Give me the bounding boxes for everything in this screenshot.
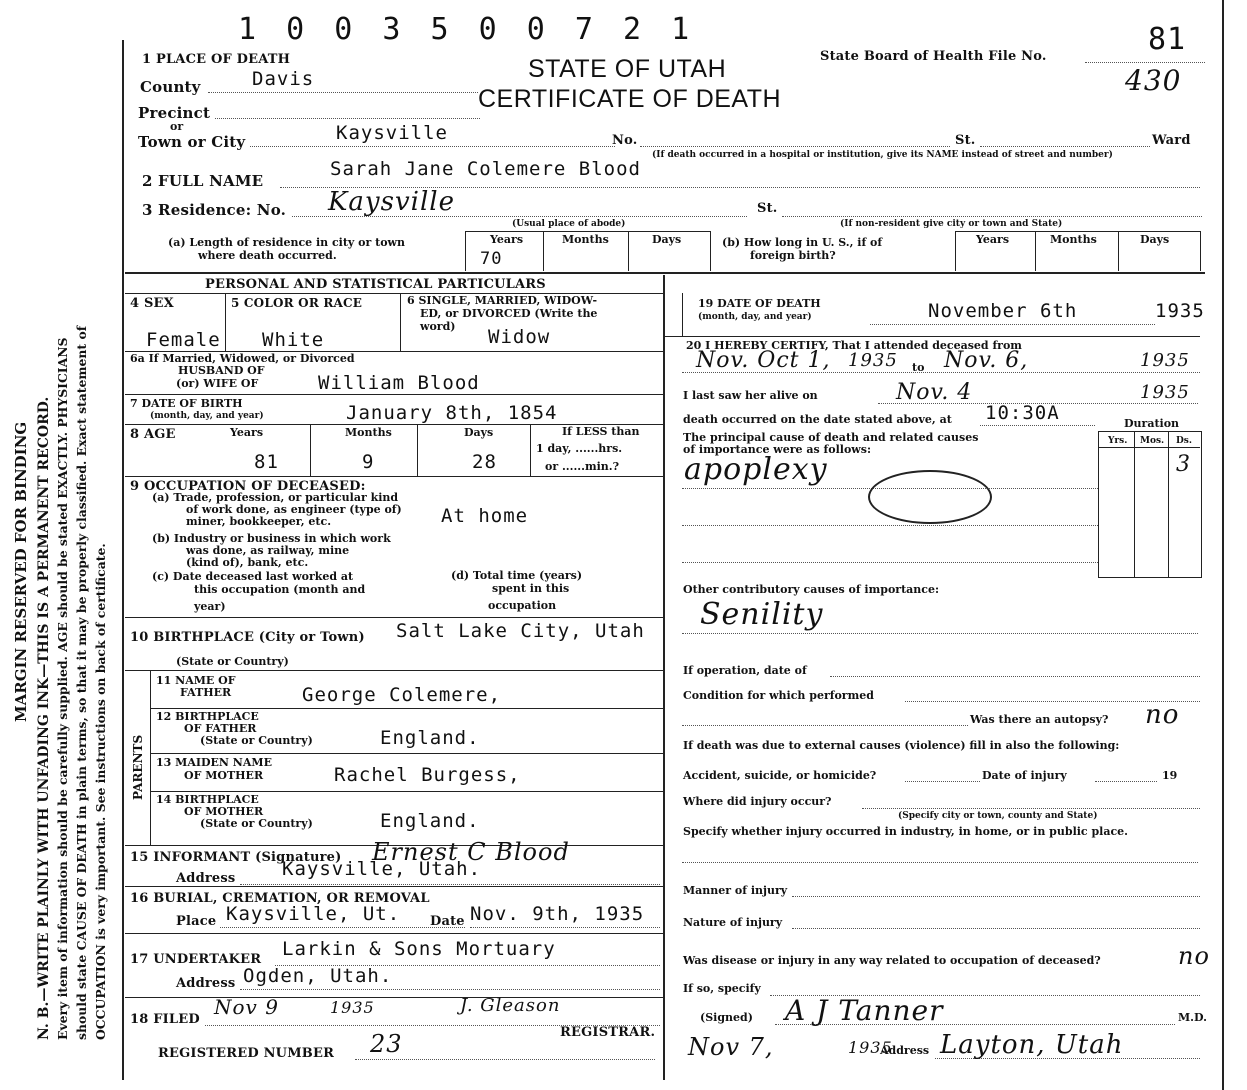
- filed-date-value: Nov 9: [214, 995, 279, 1019]
- spouse-label-a: 6a If Married, Widowed, or Divorced: [130, 352, 355, 365]
- condition-label: Condition for which performed: [683, 689, 874, 702]
- md-label: M.D.: [1178, 1011, 1207, 1024]
- or-label: or: [170, 120, 184, 133]
- informant-address-value: Kaysville, Utah.: [282, 858, 482, 880]
- age-months-value: 9: [362, 451, 375, 473]
- autopsy-value: no: [1145, 700, 1180, 730]
- occupation-d-label-3: occupation: [488, 599, 557, 612]
- birthplace-state-label: (State or Country): [176, 655, 289, 668]
- mother-name-label-a: 13 MAIDEN NAME: [156, 756, 272, 769]
- file-number: 81: [1148, 22, 1187, 57]
- external-causes-label: If death was due to external causes (violence) fill in also the following:: [683, 739, 1120, 752]
- physician-address-value: Layton, Utah: [940, 1030, 1124, 1060]
- cause-value: apoplexy: [684, 452, 828, 487]
- age-years-value: 81: [254, 451, 279, 473]
- registered-number-value: 23: [370, 1030, 403, 1058]
- less-than-label-c: or ......min.?: [545, 460, 620, 473]
- father-birthplace-value: England.: [380, 727, 480, 749]
- father-name-label-a: 11 NAME OF: [156, 674, 236, 687]
- spouse-label-c: (or) WIFE OF: [176, 377, 259, 390]
- res-days-label: Days: [652, 233, 682, 246]
- sex-value: Female: [146, 329, 221, 351]
- town-value: Kaysville: [336, 122, 448, 144]
- mother-name-value: Rachel Burgess,: [334, 764, 521, 786]
- occupation-c-label-3: year): [194, 600, 226, 613]
- us-length-label-b: foreign birth?: [750, 249, 836, 262]
- death-time-value: 10:30A: [985, 402, 1060, 424]
- residence-value: Kaysville: [328, 187, 455, 217]
- us-months-label: Months: [1050, 233, 1097, 246]
- occupation-b-label-1: (b) Industry or business in which work: [152, 532, 391, 545]
- other-causes-value: Senility: [700, 597, 824, 632]
- signed-label: (Signed): [700, 1011, 753, 1024]
- occupation-related-value: no: [1178, 942, 1210, 970]
- death-occurred-label: death occurred on the date stated above, at: [683, 413, 952, 426]
- duration-ds-label: Ds.: [1176, 436, 1193, 446]
- precinct-label: Precinct: [138, 104, 211, 122]
- mother-name-label-b: OF MOTHER: [184, 769, 264, 782]
- specify-injury-label: Specify whether injury occurred in industry, in home, or in public place.: [683, 825, 1128, 838]
- age-days-label: Days: [464, 426, 494, 439]
- margin-instructions-2: should state CAUSE OF DEATH in plain terms, so that it may be properly classified. Exact statement of: [74, 325, 89, 1040]
- column-divider: [663, 275, 665, 1080]
- father-name-value: George Colemere,: [302, 684, 502, 706]
- spouse-value: William Blood: [318, 372, 480, 394]
- last-saw-value: Nov. 4: [896, 380, 973, 405]
- occupation-c-label-2: this occupation (month and: [194, 583, 366, 596]
- county-label: County: [140, 78, 201, 96]
- margin-instructions-3: OCCUPATION is very important. See instructions on back of certificate.: [93, 543, 108, 1040]
- full-name-label: 2 FULL NAME: [142, 172, 264, 190]
- residence-bottom-border: [125, 272, 1205, 274]
- dob-value: January 8th, 1854: [346, 402, 558, 424]
- occupation-d-label-2: spent in this: [492, 582, 570, 595]
- death-date-value: November 6th: [928, 300, 1078, 322]
- margin-instructions-1: Every item of information should be carefully supplied. AGE should be stated EXACTLY. PHYSICIANS: [55, 337, 70, 1040]
- attended-from-year: 1935: [848, 350, 898, 371]
- signed-date-value: Nov 7,: [688, 1033, 774, 1061]
- cause-label-a: The principal cause of death and related causes: [683, 431, 979, 444]
- attended-to-value: Nov. 6,: [944, 348, 1029, 373]
- undertaker-label: 17 UNDERTAKER: [130, 952, 262, 967]
- burial-date-value: Nov. 9th, 1935: [470, 903, 645, 925]
- physician-address-label: Address: [880, 1044, 930, 1057]
- occupation-d-label-1: (d) Total time (years): [451, 569, 583, 582]
- burial-label: 16 BURIAL, CREMATION, OR REMOVAL: [130, 891, 430, 906]
- informant-signature: Ernest C Blood: [372, 838, 570, 866]
- father-birthplace-label-b: OF FATHER: [184, 722, 257, 735]
- length-residence-label-b: where death occurred.: [198, 249, 337, 262]
- age-years-label: Years: [230, 426, 264, 439]
- spouse-label-b: HUSBAND OF: [178, 364, 265, 377]
- informant-label: 15 INFORMANT (Signature): [130, 850, 342, 865]
- mother-birthplace-label-a: 14 BIRTHPLACE: [156, 793, 259, 806]
- father-name-label-b: FATHER: [180, 686, 232, 699]
- last-saw-year: 1935: [1140, 382, 1190, 403]
- left-border: [122, 40, 124, 1080]
- right-border: [1222, 0, 1224, 1090]
- less-than-label-b: 1 day, ......hrs.: [536, 442, 623, 455]
- physician-signature: A J Tanner: [785, 994, 944, 1027]
- certificate-title: CERTIFICATE OF DEATH: [478, 85, 782, 113]
- father-birthplace-label-a: 12 BIRTHPLACE: [156, 710, 259, 723]
- hospital-note: (If death occurred in a hospital or institution, give its NAME instead of street and number): [652, 150, 1113, 160]
- ward-label: Ward: [1152, 133, 1191, 148]
- occupation-related-label: Was disease or injury in any way related to occupation of deceased?: [683, 954, 1101, 967]
- personal-particulars-header: PERSONAL AND STATISTICAL PARTICULARS: [205, 277, 546, 292]
- res-months-label: Months: [562, 233, 609, 246]
- file-number-label: State Board of Health File No.: [820, 49, 1047, 64]
- street-no-label: No.: [612, 133, 638, 148]
- mother-birthplace-label-c: (State or Country): [200, 817, 313, 830]
- manner-of-injury-label: Manner of injury: [683, 884, 788, 897]
- registered-number-label: REGISTERED NUMBER: [158, 1046, 335, 1061]
- residence-street-label: St.: [757, 201, 778, 216]
- burial-place-value: Kaysville, Ut.: [226, 903, 401, 925]
- death-date-label-a: 19 DATE OF DEATH: [698, 297, 821, 310]
- marital-value: Widow: [488, 326, 551, 348]
- filed-label: 18 FILED: [130, 1012, 200, 1027]
- birthplace-value: Salt Lake City, Utah: [396, 620, 645, 642]
- registrar-signature: J. Gleason: [460, 995, 561, 1016]
- death-year-value: 1935: [1155, 300, 1205, 322]
- occupation-b-label-3: (kind of), bank, etc.: [186, 556, 309, 569]
- dob-label-a: 7 DATE OF BIRTH: [130, 397, 243, 410]
- age-label: 8 AGE: [130, 427, 176, 442]
- accident-label: Accident, suicide, or homicide?: [683, 769, 877, 782]
- cause-duration-days: 3: [1176, 452, 1191, 477]
- color-label: 5 COLOR OR RACE: [231, 296, 363, 310]
- abode-note: (Usual place of abode): [512, 219, 626, 229]
- place-of-death-label: 1 PLACE OF DEATH: [142, 52, 291, 67]
- last-saw-label: I last saw her alive on: [683, 389, 818, 402]
- injury-date-label: Date of injury: [982, 769, 1067, 782]
- occupation-a-label-2: of work done, as engineer (type of): [186, 503, 402, 516]
- marital-label-b: ED, or DIVORCED (Write the: [420, 307, 598, 320]
- marital-label-c: word): [420, 320, 456, 333]
- undertaker-address-value: Ogden, Utah.: [243, 965, 393, 987]
- duration-label: Duration: [1124, 417, 1180, 430]
- undertaker-value: Larkin & Sons Mortuary: [282, 938, 556, 960]
- birthplace-label: 10 BIRTHPLACE (City or Town): [130, 630, 365, 645]
- autopsy-label: Was there an autopsy?: [970, 713, 1109, 726]
- res-years-label: Years: [490, 233, 524, 246]
- filed-year-value: 1935: [330, 998, 375, 1017]
- margin-binding-text: MARGIN RESERVED FOR BINDING: [12, 421, 30, 722]
- dob-label-b: (month, day, and year): [150, 411, 264, 421]
- color-value: White: [262, 329, 325, 351]
- street-label: St.: [955, 133, 976, 148]
- burial-place-label: Place: [176, 914, 217, 929]
- occupation-label: 9 OCCUPATION OF DECEASED:: [130, 479, 366, 494]
- occupation-c-label-1: (c) Date deceased last worked at: [152, 570, 354, 583]
- nonresident-note: (If non-resident give city or town and State): [840, 219, 1063, 229]
- registrar-label: REGISTRAR.: [560, 1025, 656, 1040]
- informant-address-label: Address: [176, 871, 236, 886]
- duration-mos-label: Mos.: [1140, 436, 1165, 446]
- res-years-value: 70: [480, 249, 503, 269]
- file-number-secondary: 430: [1125, 64, 1182, 97]
- injury-location-note: (Specify city or town, county and State): [898, 811, 1098, 821]
- occupation-a-value: At home: [441, 505, 529, 527]
- death-date-label-b: (month, day, and year): [698, 312, 812, 322]
- certify-label: 20 I HEREBY CERTIFY, That I attended deceased from: [686, 339, 1022, 352]
- length-residence-label-a: (a) Length of residence in city or town: [168, 236, 406, 249]
- nature-of-injury-label: Nature of injury: [683, 916, 783, 929]
- us-length-label-a: (b) How long in U. S., if of: [722, 236, 883, 249]
- town-label: Town or City: [138, 133, 246, 151]
- injury-year-label: 19: [1162, 769, 1178, 782]
- cause-label-b: of importance were as follows:: [683, 443, 871, 456]
- occupation-b-label-2: was done, as railway, mine: [186, 544, 350, 557]
- signed-year-value: 1935: [848, 1038, 893, 1057]
- if-so-specify-label: If so, specify: [683, 982, 761, 995]
- attended-to-year: 1935: [1140, 350, 1190, 371]
- us-days-label: Days: [1140, 233, 1170, 246]
- father-birthplace-label-c: (State or Country): [200, 734, 313, 747]
- marital-label-a: 6 SINGLE, MARRIED, WIDOW-: [407, 294, 598, 307]
- attended-from-value: Nov. Oct 1,: [696, 348, 831, 373]
- serial-number: 1 0 0 3 5 0 0 7 2 1: [238, 12, 696, 47]
- sex-label: 4 SEX: [130, 296, 174, 311]
- margin-nb-text: N. B.—WRITE PLAINLY WITH UNFADING INK—THIS IS A PERMANENT RECORD.: [36, 396, 52, 1040]
- age-months-label: Months: [345, 426, 392, 439]
- burial-date-label: Date: [430, 914, 465, 929]
- injury-location-label: Where did injury occur?: [683, 795, 832, 808]
- state-title: STATE OF UTAH: [528, 55, 727, 83]
- mother-birthplace-value: England.: [380, 810, 480, 832]
- duration-yrs-label: Yrs.: [1108, 436, 1128, 446]
- parents-side-label: PARENTS: [131, 734, 145, 800]
- age-days-value: 28: [472, 451, 497, 473]
- residence-label: 3 Residence: No.: [142, 201, 287, 219]
- full-name-value: Sarah Jane Colemere Blood: [330, 158, 641, 180]
- less-than-label-a: If LESS than: [562, 425, 640, 438]
- operation-label: If operation, date of: [683, 664, 807, 677]
- attended-to-label: to: [912, 361, 925, 374]
- mother-birthplace-label-b: OF MOTHER: [184, 805, 264, 818]
- occupation-a-label-3: miner, bookkeeper, etc.: [186, 515, 332, 528]
- occupation-a-label-1: (a) Trade, profession, or particular kind: [152, 491, 399, 504]
- us-years-label: Years: [976, 233, 1010, 246]
- county-value: Davis: [252, 68, 315, 90]
- undertaker-address-label: Address: [176, 976, 236, 991]
- cause-circle-mark: [868, 470, 992, 524]
- other-causes-label: Other contributory causes of importance:: [683, 583, 940, 596]
